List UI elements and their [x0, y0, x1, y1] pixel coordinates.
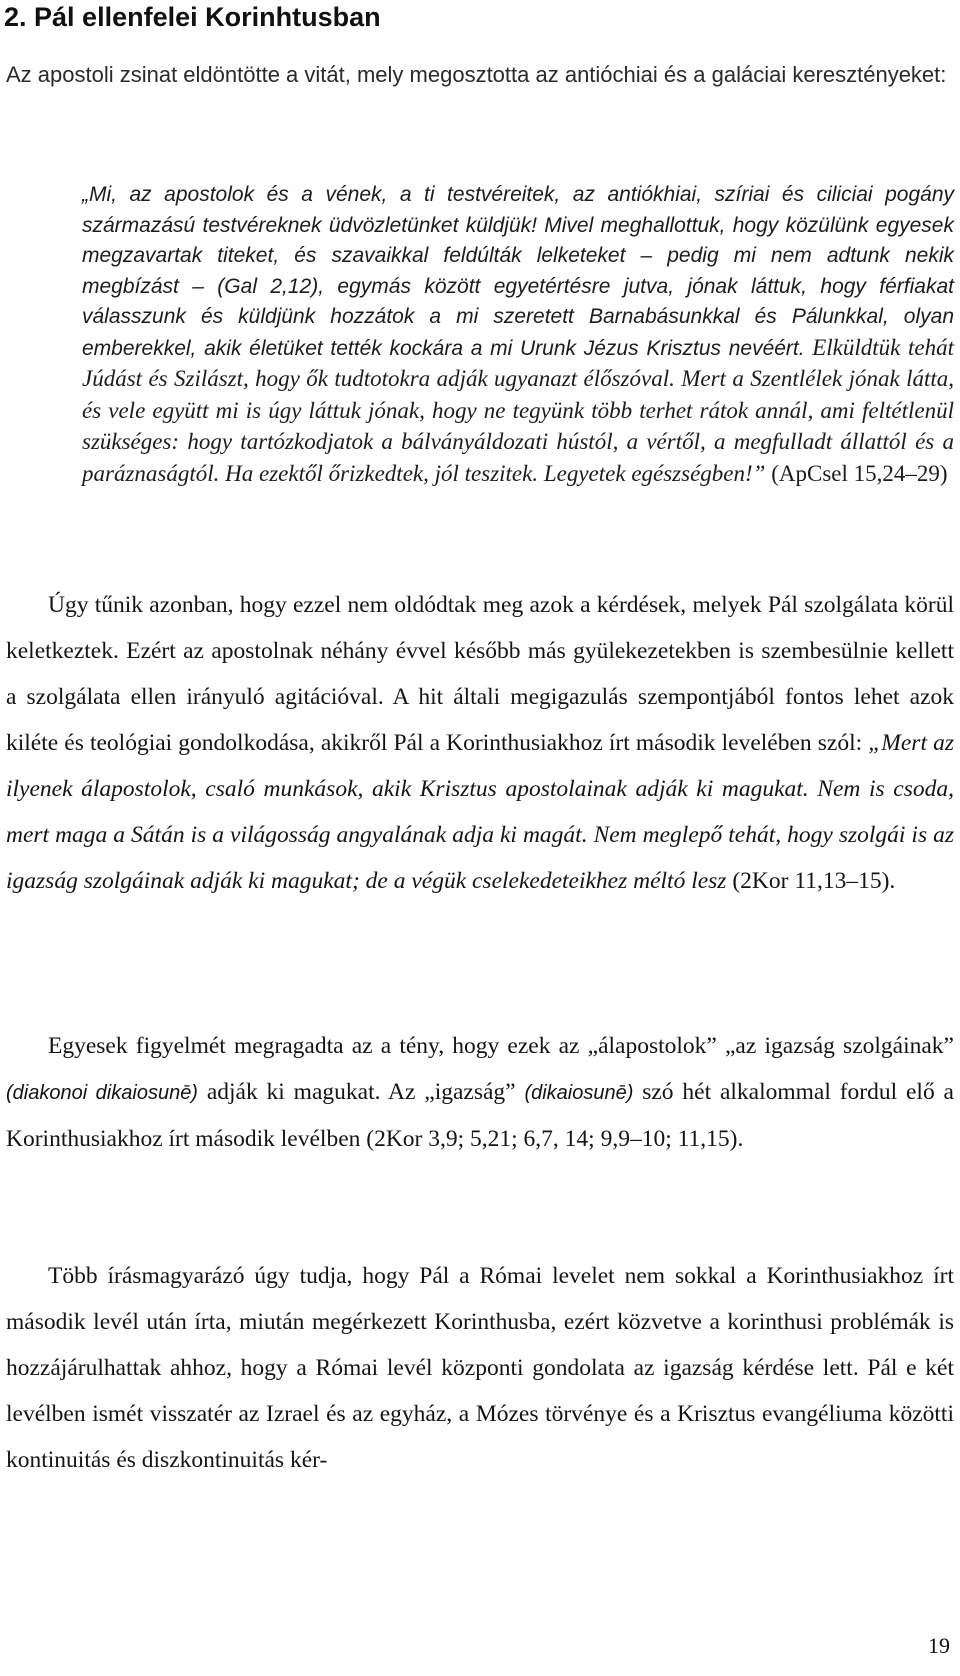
paragraph-2-text-a: Egyesek figyelmét megragadta az a tény, hogy ezek az „álapostolok” „az igazság szolgáinak” — [48, 1033, 954, 1059]
paragraph-2-text-b: adják ki magukat. Az „igazság” — [197, 1079, 525, 1105]
quote-reference: (ApCsel 15,24–29) — [765, 460, 948, 486]
quote-text-part-1: „Mi, az apostolok és a vének, a ti testvéreitek, az antiókhiai, szíriai és ciliciai pogány származású testvéreknek üdvözletünket küldjük! Mivel meghallottuk, hogy közülünk egyesek megzavartak titeket, és szavaikkal feldúlták lelketeket – pedig mi nem adtunk nekik megbízást – (Gal 2,12), egymás között egyetértésre jutva, jónak láttuk, hogy férfiakat válasszunk és küldjünk hozzátok a mi szeretett Barnabásunkkal és Pálunkkal, olyan emberekkel, akik életüket tették kockára a mi Urunk Jézus Krisztus nevéért. — [82, 183, 954, 360]
body-paragraph-1 — [6, 582, 954, 904]
paragraph-2-text-c: szó hét alkalommal fordul elő a Korinthusiakhoz írt második levélben (2Kor 3,9; 5,21; 6,7, 14; 9,9–10; 11,15). — [6, 1079, 954, 1152]
page-number: 19 — [928, 1633, 950, 1658]
section-heading: 2. Pál ellenfelei Korinhtusban — [4, 2, 381, 32]
paragraph-1-text-a: Úgy tűnik azonban, hogy ezzel nem oldódtak meg azok a kérdések, melyek Pál szolgálata körül keletkeztek. Ezért az apostolnak néhány évvel később más gyülekezetekben is szembesülnie kellett a szolgálata ellen irányuló agitációval. A hit általi megigazulás szempontjából fontos lehet azok kiléte és teológiai gondolkodása, akikről Pál a Korinthusiakhoz írt második levelében szól: — [6, 592, 954, 756]
intro-paragraph: Az apostoli zsinat eldöntötte a vitát, mely megosztotta az antióchiai és a galáciai keresztényeket: — [6, 62, 947, 87]
body-paragraph-3 — [6, 1253, 954, 1483]
paragraph-3-text: Több írásmagyarázó úgy tudja, hogy Pál a Római levelet nem sokkal a Korinthusiakhoz írt második levél után írta, miután megérkezett Korinthusba, ezért közvetve a korinthusi problémák is hozzájárulhattak ahhoz, hogy a Római levél központi gondolata az igazság kérdése lett. Pál e két levélben ismét visszatér az Izrael és az egyház, a Mózes törvénye és a Krisztus evangéliuma közötti kontinuitás és diszkontinuitás kér- — [6, 1263, 954, 1473]
quote-text-part-2: Elküldtük tehát Júdást és Szilászt, hogy ők tudtotokra adják ugyanazt élőszóval. Mert a Szentlélek jónak látta, és vele együtt mi is úgy láttuk jónak, hogy ne tegyünk több terhet rátok annál, ami feltétlenül szükséges: hogy tartózkodjatok a bálványáldozati hústól, a vértől, a megfulladt állattól és a paráznaságtól. Ha ezektől őrizkedtek, jól teszitek. Legyetek egészségben!” — [82, 334, 954, 486]
paragraph-1-text-b: (2Kor 11,13–15). — [726, 868, 896, 894]
paragraph-1-citation: „Mert az ilyenek álapostolok, csaló munkások, akik Krisztus apostolainak adják ki magukat. Nem is csoda, mert maga a Sátán is a világosság angyalának adja ki magát. Nem meglepő tehát, hogy szolgái is az igazság szolgáinak adják ki magukat; de a végük cselekedeteikhez méltó lesz — [6, 730, 954, 894]
greek-term-1: (diakonoi dikaiosunē) — [6, 1082, 198, 1104]
greek-term-2: (dikaiosunē) — [524, 1082, 634, 1104]
scripture-quote — [82, 180, 954, 490]
body-paragraph-2 — [6, 1023, 954, 1162]
